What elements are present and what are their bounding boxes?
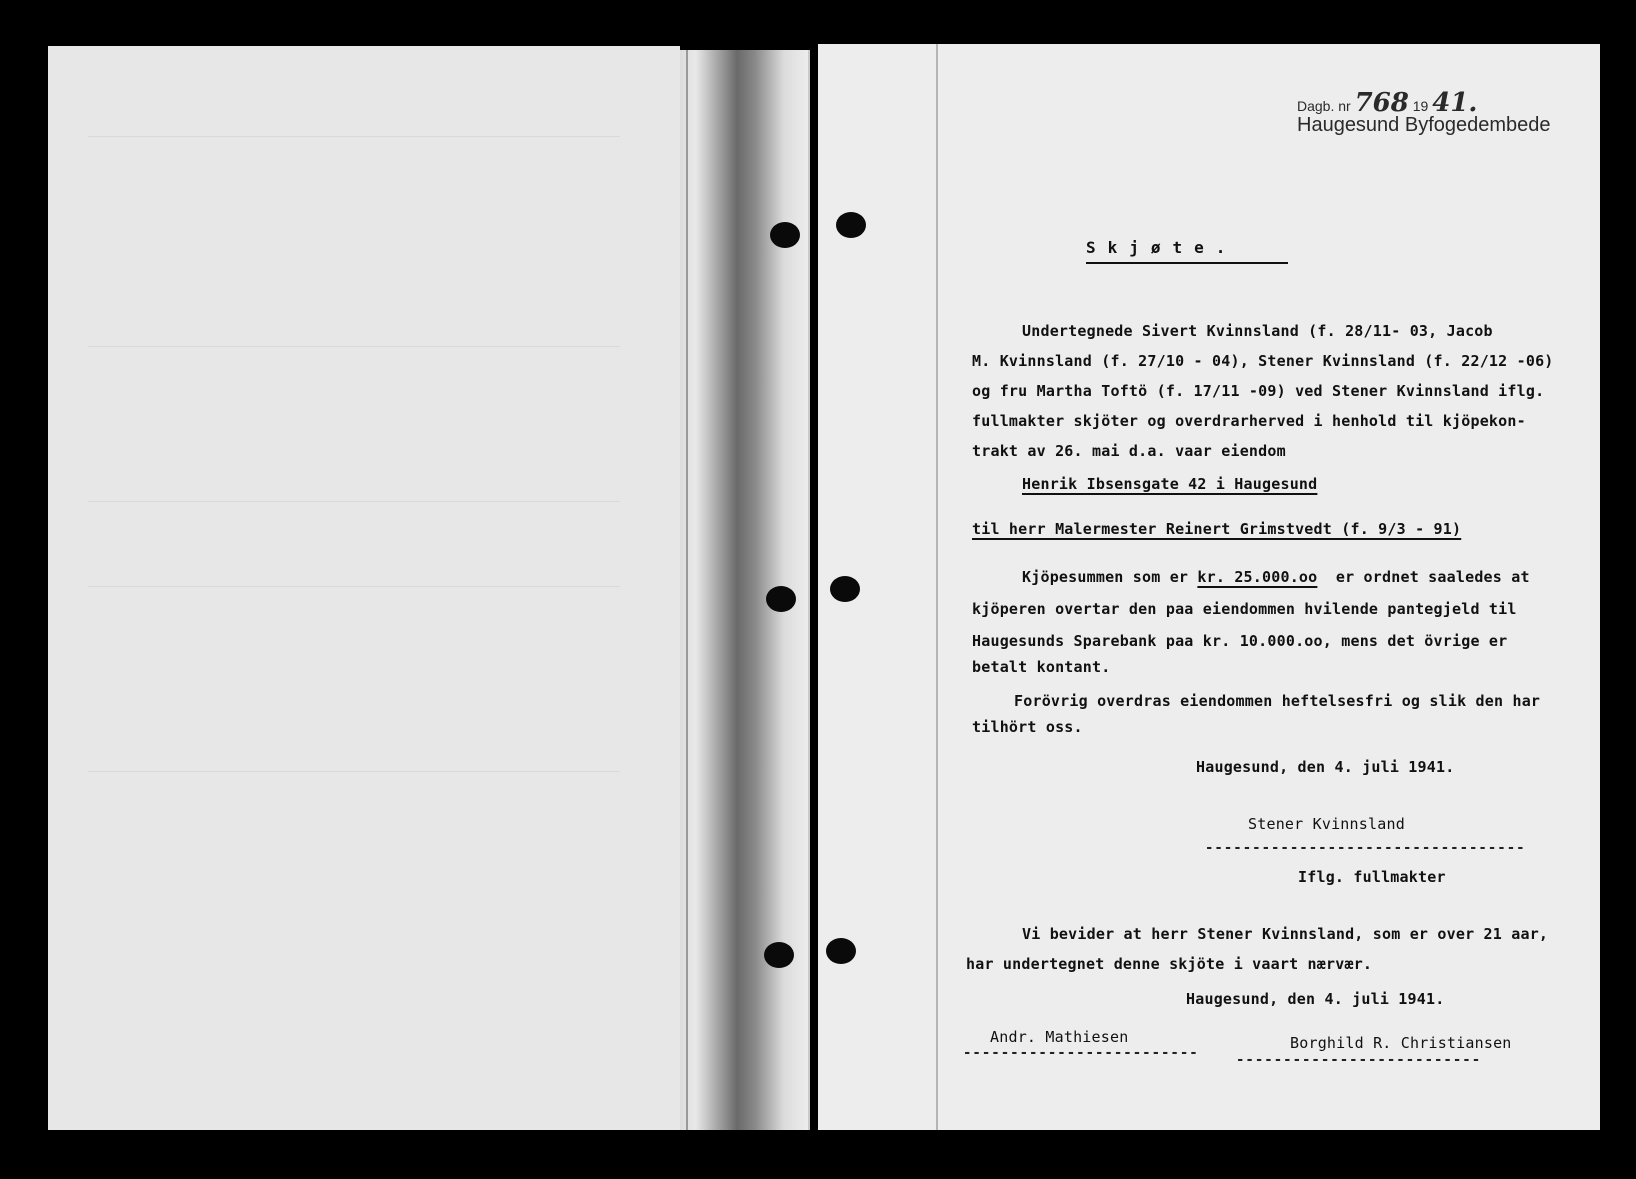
punch-hole bbox=[830, 576, 860, 602]
body-line: M. Kvinnsland (f. 27/10 - 04), Stener Kvinnsland (f. 22/12 -06) bbox=[972, 352, 1554, 370]
punch-hole bbox=[836, 212, 866, 238]
witness-1-signature-line: ------------------------- bbox=[963, 1045, 1199, 1061]
price-line bbox=[1022, 568, 1530, 586]
price-suffix: er ordnet saaledes at bbox=[1335, 568, 1530, 586]
body-line: Haugesunds Sparebank paa kr. 10.000.oo, mens det övrige er bbox=[972, 632, 1508, 650]
stamp-office: Haugesund Byfogedembede bbox=[1297, 114, 1551, 136]
body-line: Forövrig overdras eiendommen heftelsesfri og slik den har bbox=[1014, 692, 1541, 710]
punch-hole bbox=[764, 942, 794, 968]
signature-line: ---------------------------------- bbox=[1205, 840, 1526, 856]
witness-1-name: Andr. Mathiesen bbox=[990, 1028, 1129, 1046]
body-line: betalt kontant. bbox=[972, 658, 1111, 676]
title-underline bbox=[1086, 262, 1288, 264]
document-title: Skjøte. bbox=[1086, 238, 1238, 257]
punch-hole bbox=[766, 586, 796, 612]
property-address: Henrik Ibsensgate 42 i Haugesund bbox=[1022, 475, 1318, 493]
stamp-year-prefix: 19 bbox=[1412, 98, 1429, 114]
body-line: tilhört oss. bbox=[972, 718, 1083, 736]
gutter-line-right bbox=[808, 50, 810, 1130]
buyer-line: til herr Malermester Reinert Grimstvedt (f. 9/3 - 91) bbox=[972, 520, 1462, 538]
left-page bbox=[48, 46, 680, 1130]
page-margin-rule bbox=[936, 44, 938, 1130]
registry-stamp bbox=[1297, 88, 1551, 137]
purchase-price: kr. 25.000.oo bbox=[1197, 568, 1318, 586]
signer-note: Iflg. fullmakter bbox=[1298, 868, 1446, 886]
body-line: Undertegnede Sivert Kvinnsland (f. 28/11- 03, Jacob bbox=[1022, 322, 1493, 340]
witness-line: Vi bevider at herr Stener Kvinnsland, som er over 21 aar, bbox=[1022, 925, 1549, 943]
witness-line: har undertegnet denne skjöte i vaart nærvær. bbox=[966, 955, 1373, 973]
witness-2-name: Borghild R. Christiansen bbox=[1290, 1034, 1512, 1052]
punch-hole bbox=[826, 938, 856, 964]
stamp-year: 41. bbox=[1432, 88, 1478, 118]
stamp-number: 768 bbox=[1354, 88, 1409, 118]
signer-name: Stener Kvinnsland bbox=[1248, 815, 1405, 833]
body-line: fullmakter skjöter og overdrarherved i henhold til kjöpekon- bbox=[972, 412, 1526, 430]
price-prefix: Kjöpesummen som er bbox=[1022, 568, 1189, 586]
punch-hole bbox=[770, 222, 800, 248]
witness-place-date: Haugesund, den 4. juli 1941. bbox=[1186, 990, 1445, 1008]
place-date: Haugesund, den 4. juli 1941. bbox=[1196, 758, 1455, 776]
gutter-line-left bbox=[686, 50, 688, 1130]
body-line: trakt av 26. mai d.a. vaar eiendom bbox=[972, 442, 1286, 460]
body-line: kjöperen overtar den paa eiendommen hvilende pantegjeld til bbox=[972, 600, 1517, 618]
body-line: og fru Martha Toftö (f. 17/11 -09) ved Stener Kvinnsland iflg. bbox=[972, 382, 1545, 400]
stamp-prefix: Dagb. nr bbox=[1297, 98, 1351, 114]
witness-2-signature-line: -------------------------- bbox=[1236, 1052, 1482, 1068]
